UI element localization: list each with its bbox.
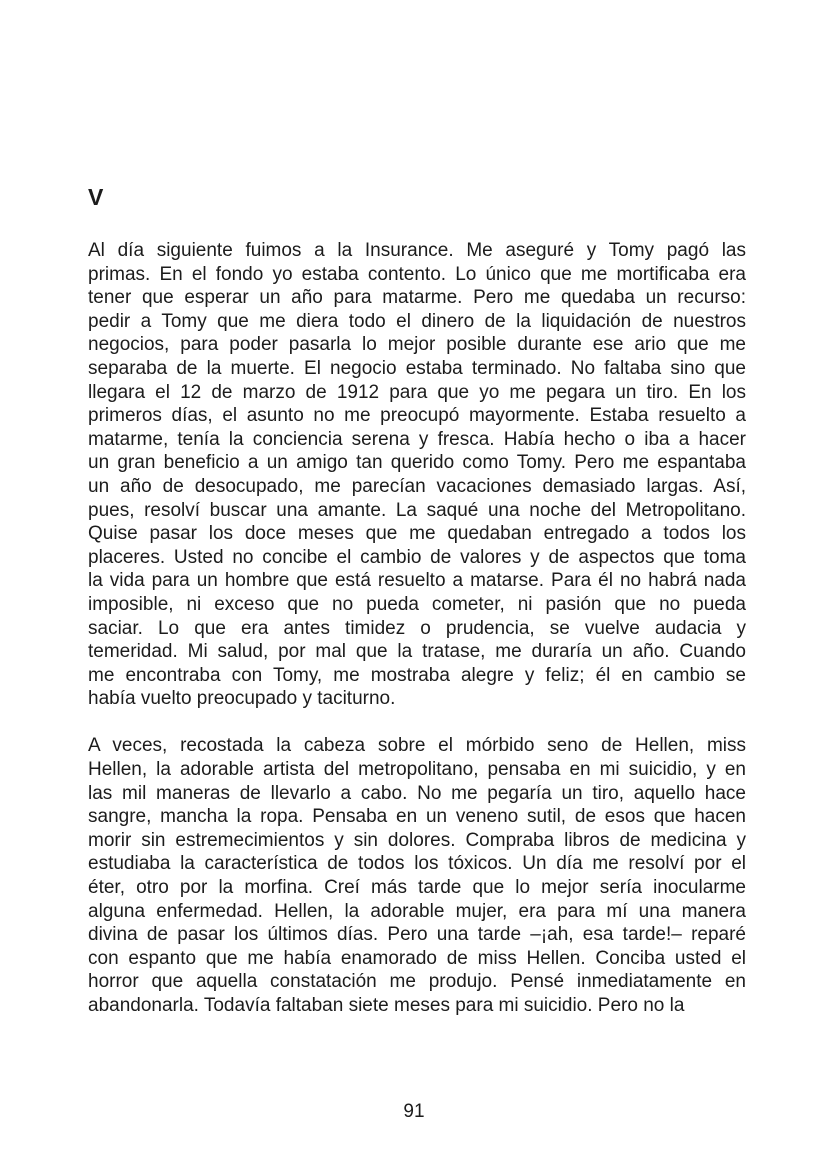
text-line: primeros días, el asunto no me preocupó mayormente. Estaba resuelto a xyxy=(88,405,746,427)
text-line: tener que esperar un año para matarme. Pero me quedaba un recurso: xyxy=(88,287,746,309)
text-line: me encontraba con Tomy, me mostraba alegre y feliz; él en cambio se xyxy=(88,664,746,686)
body-text xyxy=(88,239,746,1018)
text-line: estudiaba la característica de todos los tóxicos. Un día me resolví por el xyxy=(88,853,746,875)
text-line: divina de pasar los últimos días. Pero una tarde –¡ah, esa tarde!– reparé xyxy=(88,924,746,946)
text-line: con espanto que me había enamorado de miss Hellen. Conciba usted el xyxy=(88,947,746,969)
text-line: matarme, tenía la conciencia serena y fresca. Había hecho o iba a hacer xyxy=(88,428,746,450)
text-line: Al día siguiente fuimos a la Insurance. Me aseguré y Tomy pagó las xyxy=(88,240,746,261)
text-line: morir sin estremecimientos y sin dolores. Compraba libros de medicina y xyxy=(88,829,746,851)
text-line: éter, otro por la morfina. Creí más tarde que lo mejor sería inocularme xyxy=(88,877,746,899)
text-line: temeridad. Mi salud, por mal que la tratase, me duraría un año. Cuando xyxy=(88,641,746,663)
text-line: placeres. Usted no concibe el cambio de valores y de aspectos que toma xyxy=(88,546,746,568)
text-block xyxy=(88,0,746,1018)
text-line: pedir a Tomy que me diera todo el dinero de la liquidación de nuestros xyxy=(88,310,746,332)
text-line: imposible, ni exceso que no pueda cometer, ni pasión que no pueda xyxy=(88,593,746,615)
page-number: 91 xyxy=(403,1101,425,1122)
text-line: llegara el 12 de marzo de 1912 para que yo me pegara un tiro. En los xyxy=(88,381,746,403)
text-line: primas. En el fondo yo estaba contento. Lo único que me mortificaba era xyxy=(88,263,746,285)
text-line: un gran beneficio a un amigo tan querido como Tomy. Pero me espantaba xyxy=(88,452,746,474)
text-line: sangre, mancha la ropa. Pensaba en un veneno sutil, de esos que hacen xyxy=(88,806,746,828)
text-line: abandonarla. Todavía faltaban siete meses para mi suicidio. Pero no la xyxy=(88,995,685,1016)
text-line: separaba de la muerte. El negocio estaba terminado. No faltaba sino que xyxy=(88,357,746,379)
text-line: negocios, para poder pasarla lo mejor posible durante ese ario que me xyxy=(88,334,746,356)
text-line: las mil maneras de llevarlo a cabo. No me pegaría un tiro, aquello hace xyxy=(88,782,746,804)
paragraph xyxy=(88,734,746,1017)
text-line: A veces, recostada la cabeza sobre el mórbido seno de Hellen, miss xyxy=(88,735,746,757)
text-line: saciar. Lo que era antes timidez o prudencia, se vuelve audacia y xyxy=(88,617,746,639)
text-line: un año de desocupado, me parecían vacaciones demasiado largas. Así, xyxy=(88,475,746,497)
text-line: horror que aquella constatación me produjo. Pensé inmediatamente en xyxy=(88,971,746,993)
text-line: había vuelto preocupado y taciturno. xyxy=(88,688,396,710)
text-line: alguna enfermedad. Hellen, la adorable mujer, era para mí una manera xyxy=(88,900,746,922)
text-line: la vida para un hombre que está resuelto a matarse. Para él no habrá nada xyxy=(88,570,746,592)
paragraph xyxy=(88,239,746,711)
chapter-heading: V xyxy=(88,184,104,210)
text-line: pues, resolví buscar una amante. La saqué una noche del Metropolitano. xyxy=(88,499,746,521)
text-line: Quise pasar los doce meses que me quedaban entregado a todos los xyxy=(88,523,746,545)
text-line: Hellen, la adorable artista del metropolitano, pensaba en mi suicidio, y en xyxy=(88,759,746,781)
